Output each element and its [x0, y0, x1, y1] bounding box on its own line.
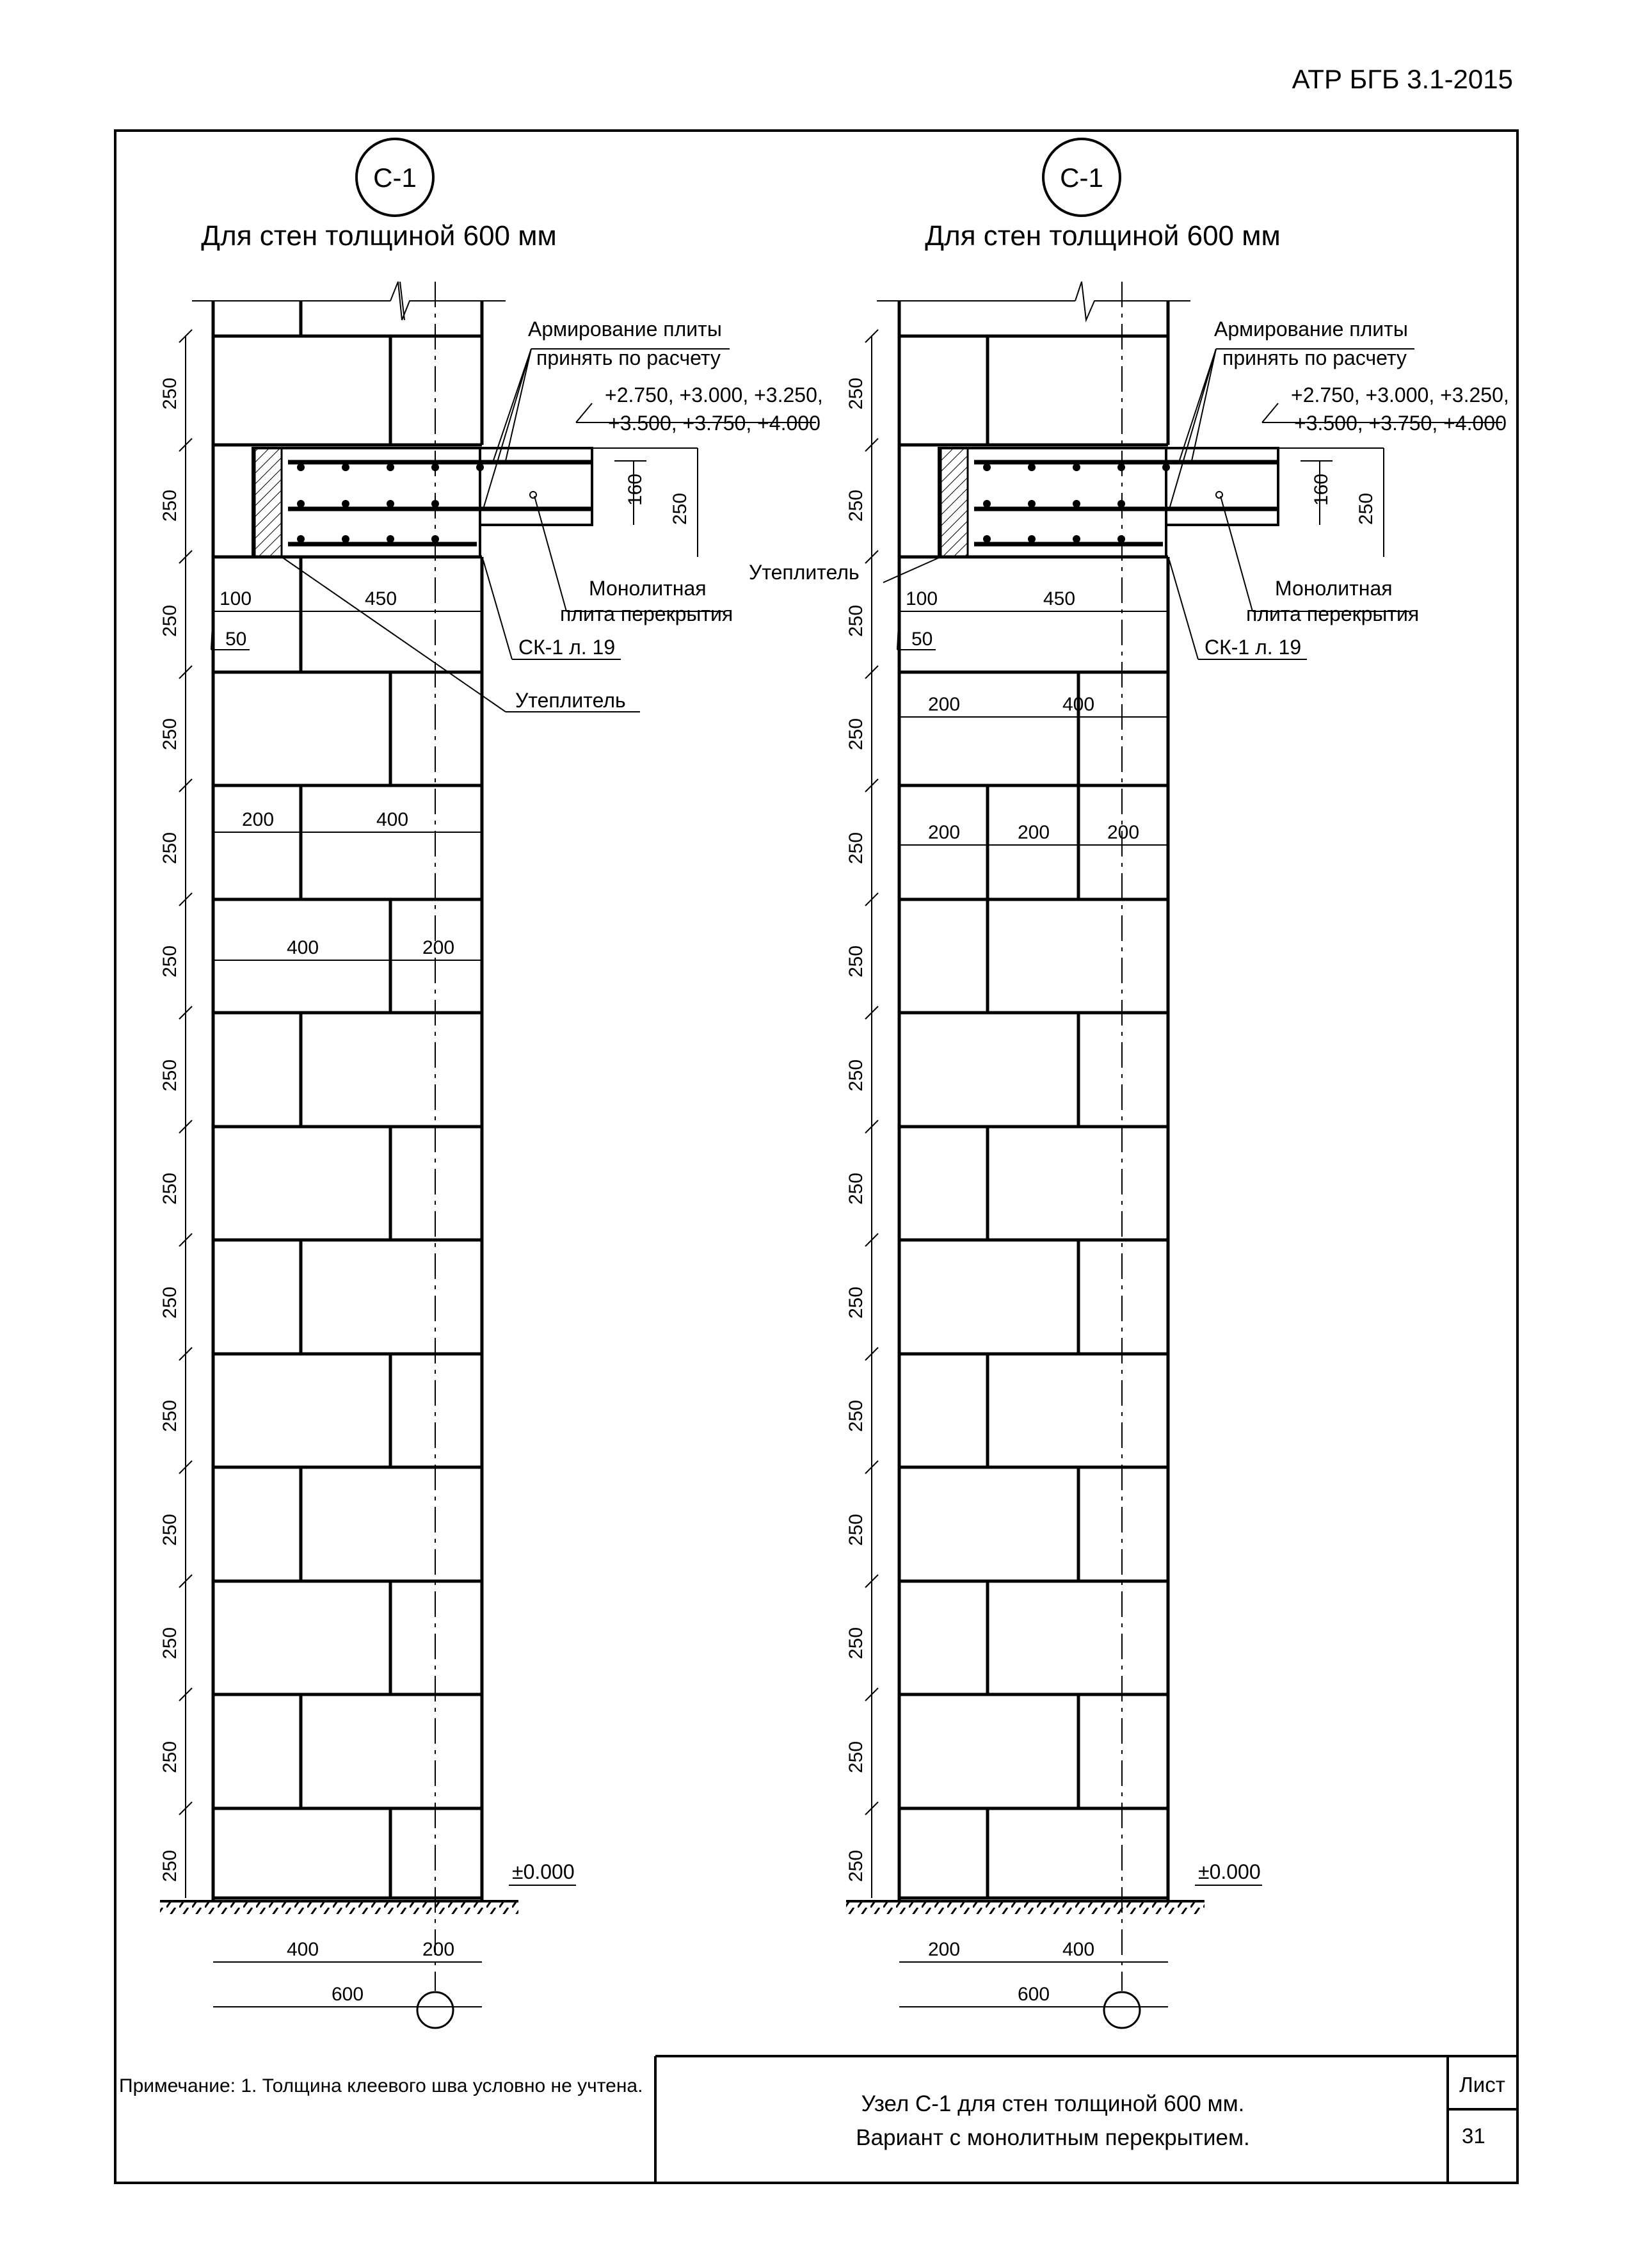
svg-text:250: 250 [845, 718, 867, 750]
svg-text:250: 250 [845, 1286, 867, 1319]
svg-text:250: 250 [845, 1741, 867, 1773]
slab-height-dim: 250 [1356, 492, 1377, 525]
svg-text:250: 250 [159, 832, 180, 864]
axis-marker [417, 1992, 453, 2028]
dim-450: 450 [1043, 588, 1076, 609]
reinforcement-label-1: Армирование плиты [528, 318, 722, 341]
title-line-2: Вариант с монолитным перекрытием. [856, 2125, 1250, 2150]
svg-text:250: 250 [845, 1059, 867, 1091]
levels-label-2: +3.500, +3.750, +4.000 [608, 412, 821, 435]
node-marker-label: С-1 [373, 163, 417, 193]
svg-text:250: 250 [159, 1627, 180, 1659]
levels-label-2: +3.500, +3.750, +4.000 [1294, 412, 1507, 435]
node-marker-label: С-1 [1060, 163, 1103, 193]
block-joints [899, 336, 1168, 1898]
svg-text:250: 250 [159, 604, 180, 637]
vertical-dim-chain [865, 330, 878, 1898]
insulation-label: Утеплитель [749, 561, 860, 584]
svg-text:250: 250 [845, 1627, 867, 1659]
ground-level-label: ±0.000 [512, 1860, 575, 1883]
vertical-dim-chain [179, 330, 192, 1898]
dim-row1-b: 400 [1062, 694, 1095, 715]
slab-height-dim: 250 [669, 492, 691, 525]
svg-text:250: 250 [159, 1059, 180, 1091]
dim-row1-a: 200 [242, 809, 275, 830]
wall [192, 282, 506, 1901]
title-line-1: Узел С-1 для стен толщиной 600 мм. [861, 2091, 1245, 2116]
insulation-block [255, 448, 282, 557]
reinforcement-label-1: Армирование плиты [1214, 318, 1408, 341]
svg-text:250: 250 [845, 377, 867, 410]
svg-text:250: 250 [159, 1399, 180, 1432]
ground-hatch [160, 1901, 518, 1914]
monolithic-slab [939, 448, 1278, 557]
dim-bottom-b: 200 [422, 1939, 455, 1960]
svg-text:250: 250 [159, 1849, 180, 1882]
insulation-label: Утеплитель [515, 689, 626, 712]
wall [877, 282, 1190, 1901]
dim-row2-b: 200 [1018, 822, 1050, 843]
svg-text:250: 250 [845, 604, 867, 637]
svg-text:250: 250 [845, 489, 867, 522]
svg-text:250: 250 [159, 1172, 180, 1205]
dim-row2-a: 200 [928, 822, 961, 843]
slab-label-1: Монолитная [589, 577, 707, 600]
title-block [655, 2056, 1450, 2183]
svg-text:250: 250 [159, 377, 180, 410]
svg-text:250: 250 [845, 1849, 867, 1882]
vertical-dim-labels [159, 378, 180, 1882]
reinforcement-label-2: принять по расчету [536, 346, 721, 369]
svg-text:250: 250 [845, 945, 867, 977]
dim-50: 50 [911, 629, 933, 650]
axis-marker [1104, 1992, 1140, 2028]
dim-row1-b: 400 [376, 809, 409, 830]
dim-100: 100 [906, 588, 938, 609]
svg-text:250: 250 [159, 489, 180, 522]
svg-text:250: 250 [159, 1513, 180, 1546]
horizontal-dims [897, 611, 1168, 2007]
levels-label-1: +2.750, +3.000, +3.250, [1291, 383, 1509, 406]
reinforcement-label-2: принять по расчету [1222, 346, 1407, 369]
slab-depth-dim: 160 [625, 473, 646, 506]
slab-depth-dim: 160 [1311, 473, 1332, 506]
svg-text:250: 250 [845, 1399, 867, 1432]
dim-bottom-a: 400 [287, 1939, 319, 1960]
view-2 [749, 139, 1509, 2028]
dim-450: 450 [365, 588, 397, 609]
ground-level-label: ±0.000 [1198, 1860, 1261, 1883]
dim-total: 600 [1018, 1984, 1050, 2005]
dim-row1-a: 200 [928, 694, 961, 715]
dim-100: 100 [220, 588, 252, 609]
view-title: Для стен толщиной 600 мм [925, 220, 1281, 252]
monolithic-slab [253, 448, 592, 557]
dim-row2-c: 200 [1107, 822, 1140, 843]
svg-text:250: 250 [159, 1286, 180, 1319]
svg-text:250: 250 [845, 1172, 867, 1205]
dim-bottom-a: 200 [928, 1939, 961, 1960]
dim-total: 600 [332, 1984, 364, 2005]
svg-text:250: 250 [845, 832, 867, 864]
view-title: Для стен толщиной 600 мм [201, 220, 557, 252]
dim-bottom-b: 400 [1062, 1939, 1095, 1960]
dim-row2-a: 400 [287, 937, 319, 958]
view-1 [159, 139, 823, 2028]
levels-label-1: +2.750, +3.000, +3.250, [605, 383, 823, 406]
svg-text:250: 250 [845, 1513, 867, 1546]
vertical-dim-labels [845, 378, 867, 1882]
document-code: АТР БГБ 3.1-2015 [1292, 64, 1513, 94]
slab-label-2: плита перекрытия [1246, 602, 1420, 625]
dim-50: 50 [225, 629, 247, 650]
sheet-label: Лист [1459, 2073, 1505, 2096]
ground-hatch [846, 1901, 1205, 1914]
svg-text:250: 250 [159, 1741, 180, 1773]
sheet-number: 31 [1462, 2124, 1485, 2148]
slab-label-1: Монолитная [1275, 577, 1393, 600]
dim-row2-b: 200 [422, 937, 455, 958]
svg-text:250: 250 [159, 718, 180, 750]
drawing-note: Примечание: 1. Толщина клеевого шва условно не учтена. [119, 2075, 643, 2096]
insulation-block [941, 448, 968, 557]
slab-label-2: плита перекрытия [560, 602, 733, 625]
svg-text:250: 250 [159, 945, 180, 977]
sk-label: СК-1 л. 19 [518, 636, 616, 659]
sk-label: СК-1 л. 19 [1205, 636, 1302, 659]
